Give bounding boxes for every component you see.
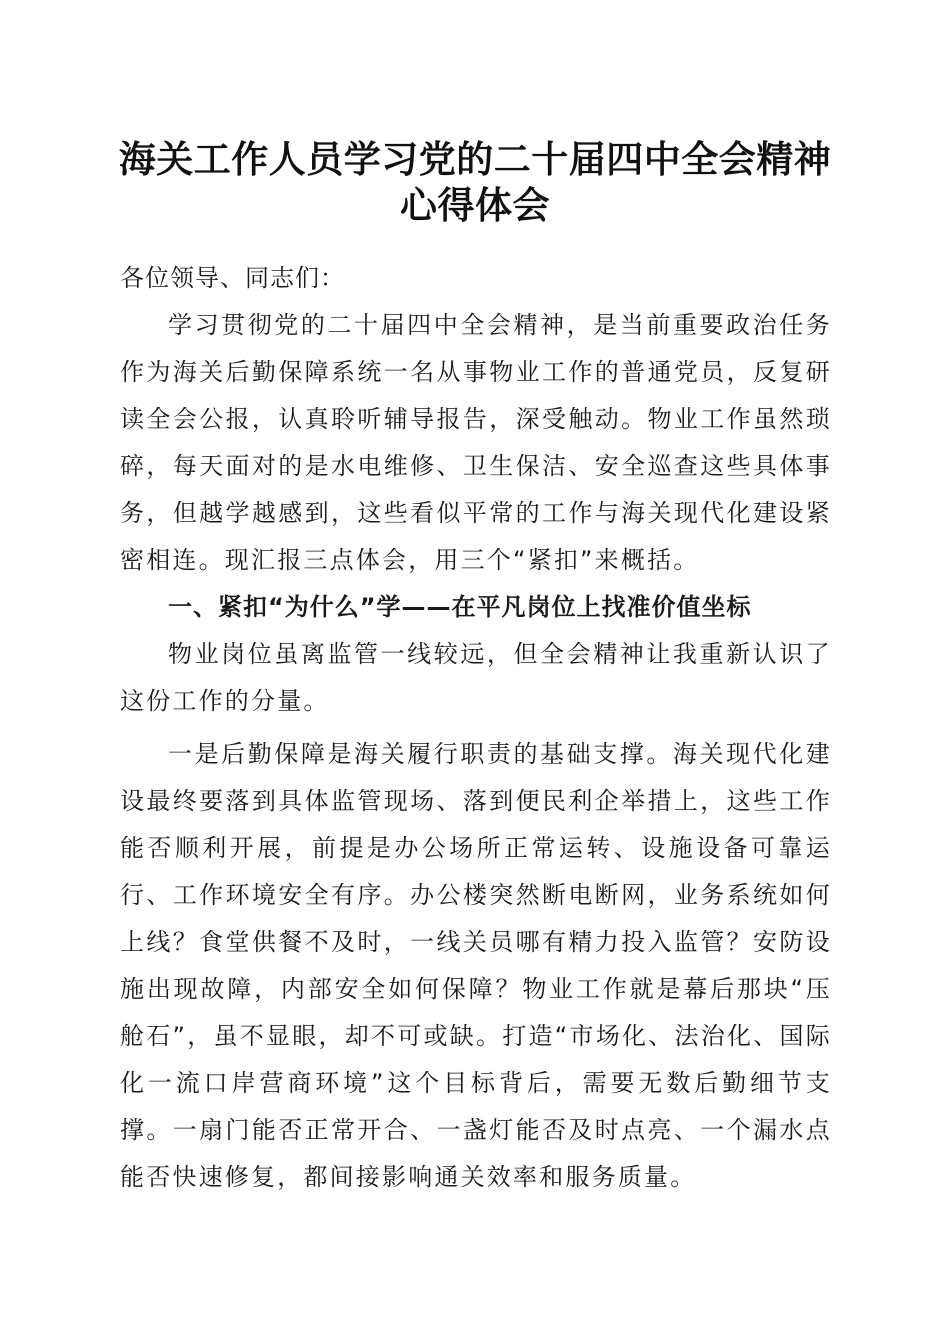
salutation: 各位领导、同志们：	[120, 264, 345, 292]
section-1-intro-paragraph: 物业岗位虽离监管一线较远，但全会精神让我重新认识了这份工作的分量。	[120, 640, 832, 715]
point-1-paragraph	[120, 731, 832, 1201]
document-body	[120, 255, 832, 1201]
section-1-heading: 一、紧扣“为什么”学——在平凡岗位上找准价值坐标	[168, 593, 752, 621]
document-title: 海关工作人员学习党的二十届四中全会精神心得体会	[118, 137, 832, 227]
point-1-body: 海关现代化建设最终要落到具体监管现场、落到便民利企举措上，这些工作能否顺利开展，前提是办公场所正常运转、设施设备可靠运行、工作环境安全有序。办公楼突然断电断网，业务系统如何上线？食堂供餐不及时，一线关员哪有精力投入监管？安防设施出现故障，内部安全如何保障？物业工作就是幕后那块“压舱石”，虽不显眼，却不可或缺。打造“市场化、法治化、国际化一流口岸营商环境”这个目标背后，需要无数后勤细节支撑。一扇门能否正常开合、一盏灯能否及时点亮、一个漏水点能否快速修复，都间接影响通关效率和服务质量。	[120, 740, 832, 1191]
point-1-lead: 一是后勤保障是海关履行职责的基础支撑。	[168, 740, 673, 768]
intro-paragraph: 学习贯彻党的二十届四中全会精神，是当前重要政治任务作为海关后勤保障系统一名从事物业工作的普通党员，反复研读全会公报，认真聆听辅导报告，深受触动。物业工作虽然琐碎，每天面对的是水电维修、卫生保洁、安全巡查这些具体事务，但越学越感到，这些看似平常的工作与海关现代化建设紧密相连。现汇报三点体会，用三个“紧扣”来概括。	[120, 311, 832, 574]
